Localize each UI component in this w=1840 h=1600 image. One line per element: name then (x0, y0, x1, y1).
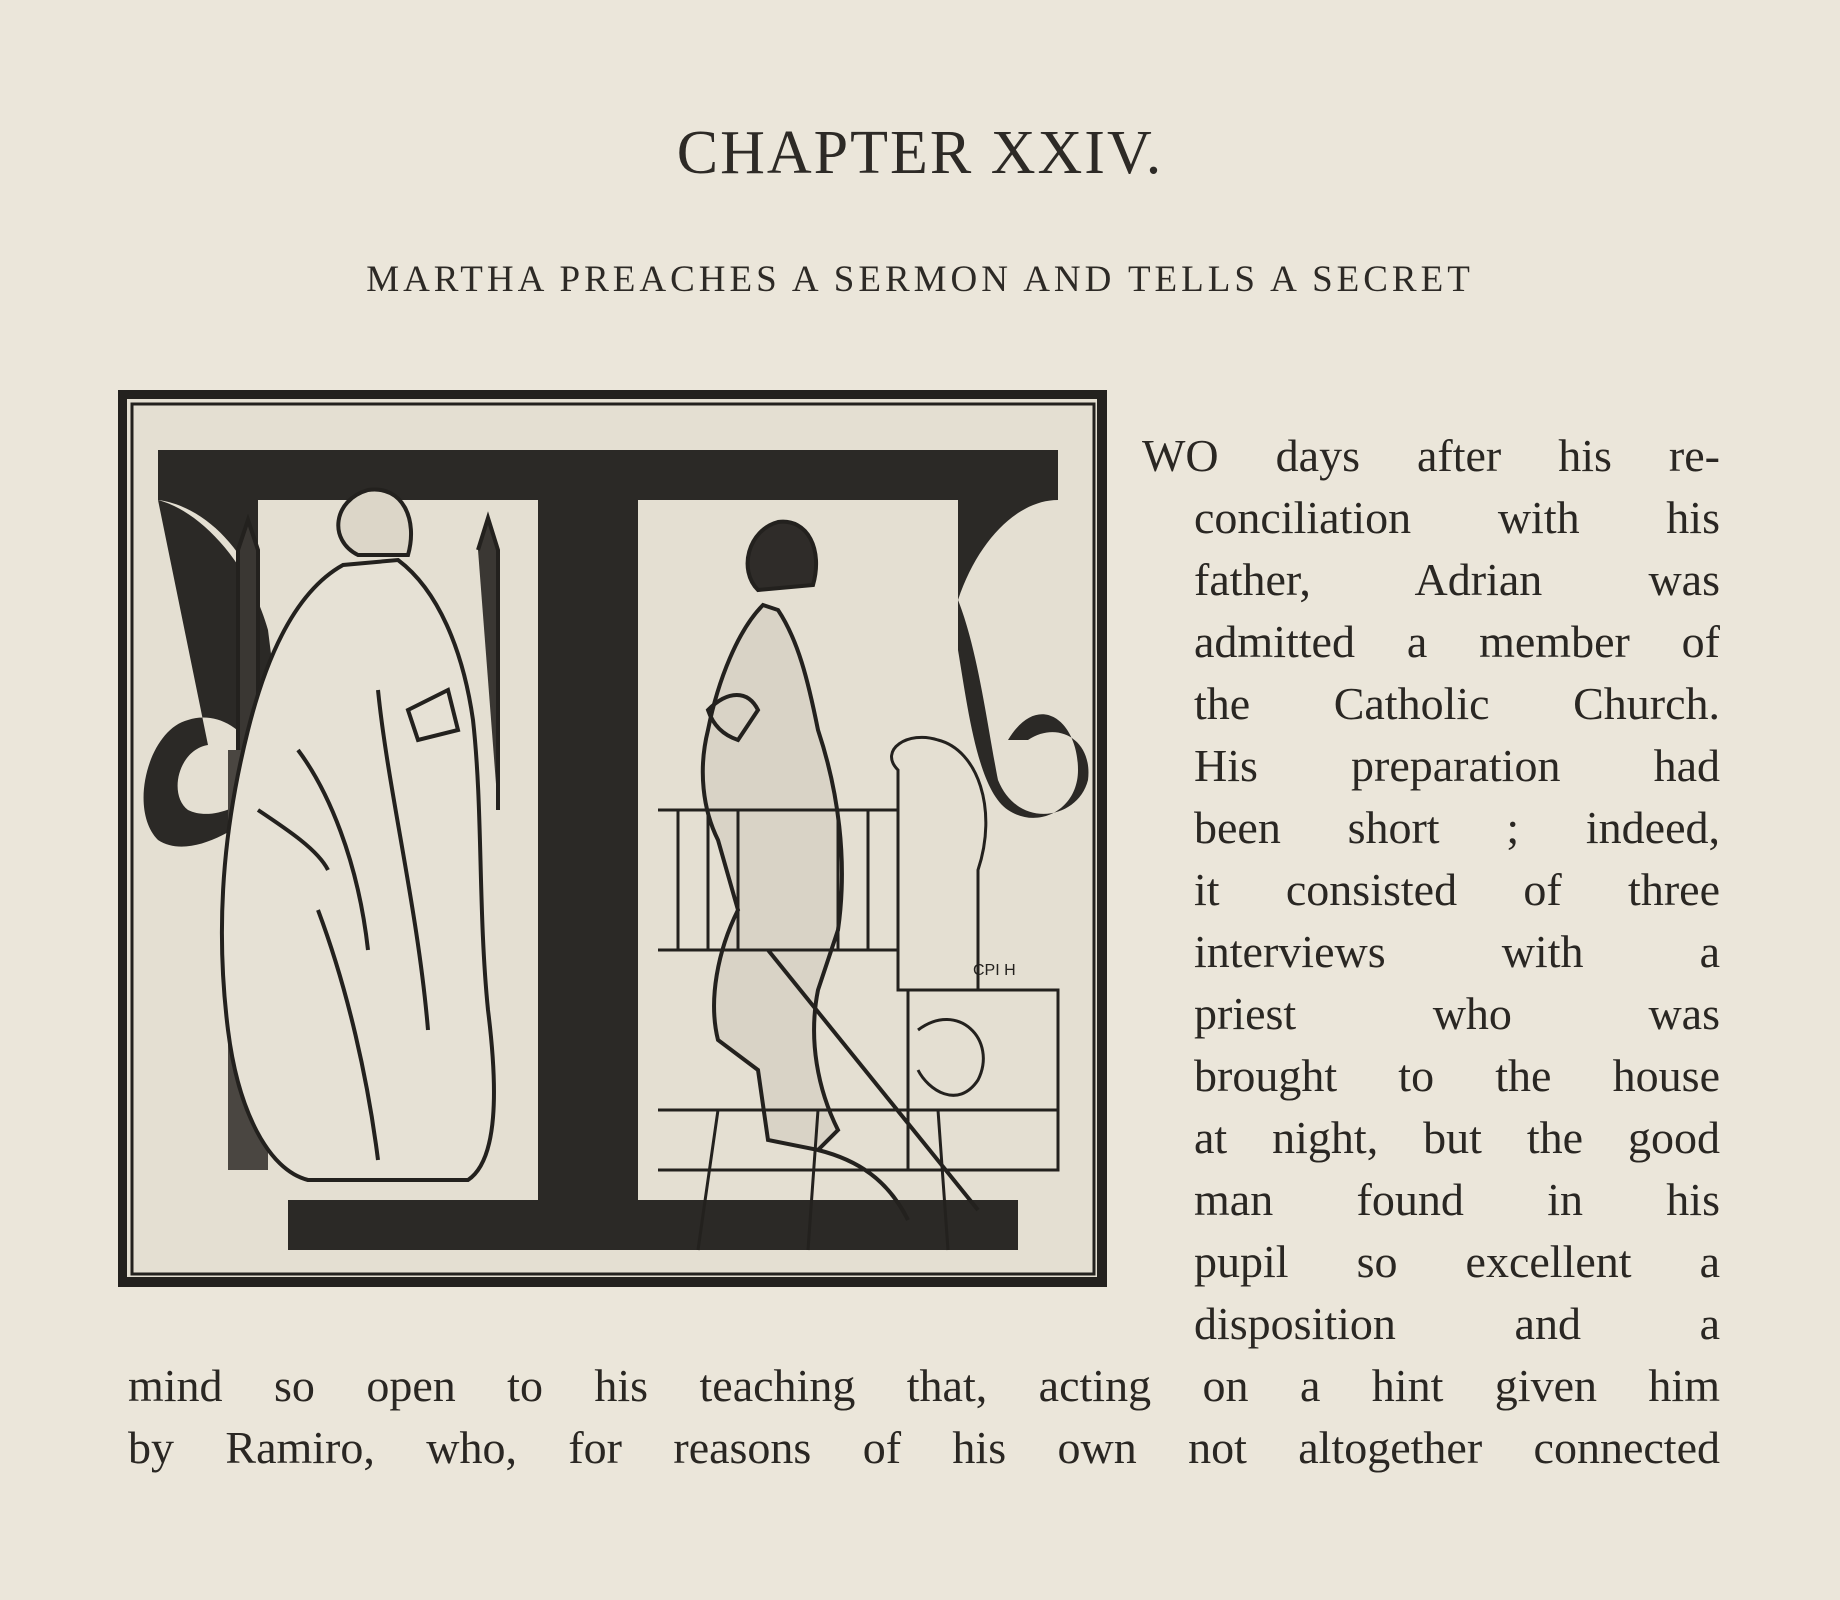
text-line: brought to the house (1194, 1050, 1720, 1101)
text-line: priest who was (1194, 988, 1720, 1039)
chapter-heading: CHAPTER XXIV. (676, 119, 1164, 187)
text-line: by Ramiro, who, for reasons of his own not altogether connected (128, 1422, 1720, 1473)
text-line: father, Adrian was (1194, 554, 1720, 605)
text-line: disposition and a (1194, 1298, 1720, 1349)
text-line: admitted a member of (1194, 616, 1720, 667)
text-line: interviews with a (1194, 926, 1720, 977)
text-line: man found in his (1194, 1174, 1720, 1225)
text-line: it consisted of three (1194, 864, 1720, 915)
text-line: mind so open to his teaching that, acting on a hint given him (128, 1360, 1720, 1411)
text-line: the Catholic Church. (1194, 678, 1720, 729)
text-line: conciliation with his (1194, 492, 1720, 543)
text-line: been short ; indeed, (1194, 802, 1720, 853)
drop-cap-illustration (118, 390, 1110, 1292)
illustrator-signature: CPI H (973, 962, 1016, 979)
text-line: pupil so excellent a (1194, 1236, 1720, 1287)
text-line: His preparation had (1194, 740, 1720, 791)
text-line: WO days after his re- (1142, 430, 1720, 481)
text-line: at night, but the good (1194, 1112, 1720, 1163)
chapter-subtitle: MARTHA PREACHES A SERMON AND TELLS A SECRET (366, 259, 1474, 300)
